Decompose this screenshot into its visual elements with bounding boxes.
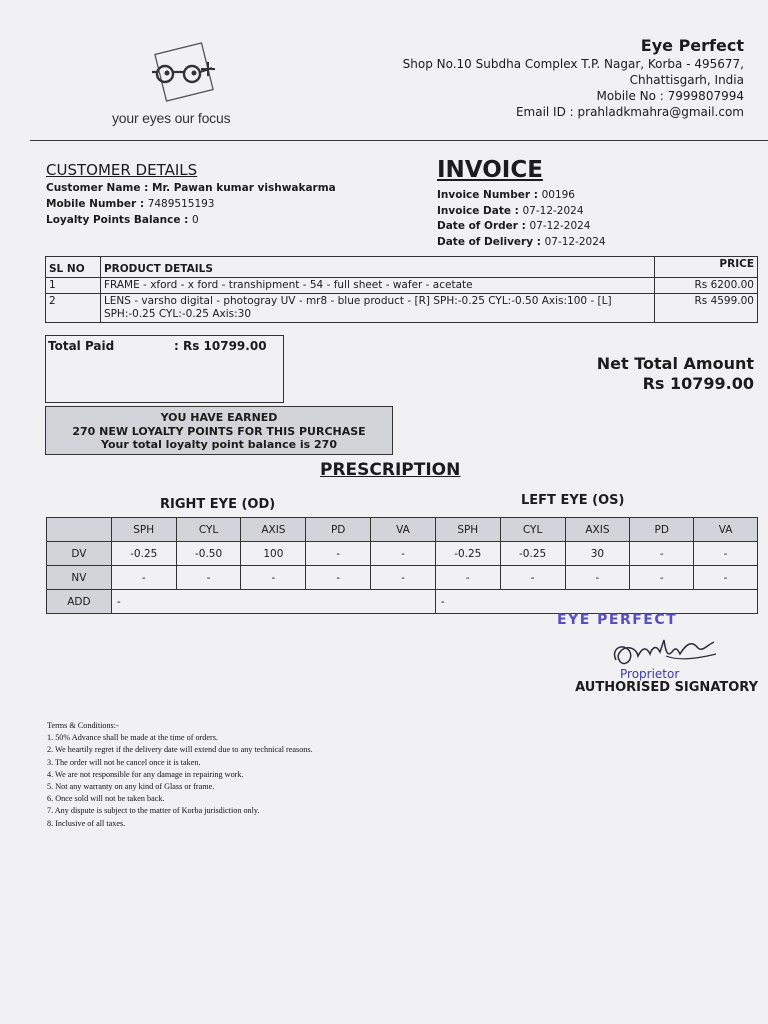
col-header: VA	[694, 518, 758, 542]
shop-email	[403, 104, 744, 120]
rx-cell: -	[241, 566, 306, 590]
customer-mobile-label: Mobile Number :	[46, 198, 148, 210]
loyalty-line3: Your total loyalty point balance is 270	[100, 438, 337, 451]
add-right-cell: -	[111, 590, 435, 614]
delivery-date-value: 07-12-2024	[544, 236, 606, 248]
invoice-title: INVOICE	[437, 157, 543, 183]
rx-cell: 30	[565, 542, 630, 566]
price-header: PRICE	[655, 257, 758, 278]
invoice-number-value: 00196	[541, 189, 575, 201]
table-row	[46, 278, 758, 294]
invoice-number-label: Invoice Number :	[437, 189, 542, 201]
shop-email-value: prahladkmahra@gmail.com	[577, 105, 744, 119]
rx-cell: -	[371, 566, 436, 590]
rx-cell: -	[176, 566, 241, 590]
rx-cell: -	[565, 566, 630, 590]
loyalty-line1: YOU HAVE EARNED	[160, 411, 278, 424]
loyalty-banner	[45, 406, 393, 455]
shop-mobile-value: 7999807994	[667, 89, 744, 103]
prescription-title: PRESCRIPTION	[320, 460, 461, 480]
rx-cell: -0.50	[176, 542, 241, 566]
row-label-nv: NV	[47, 566, 112, 590]
customer-name-value: Mr. Pawan kumar vishwakarma	[152, 182, 336, 194]
rx-cell: -	[435, 566, 500, 590]
rx-cell: -	[500, 566, 565, 590]
customer-loyalty-value: 0	[191, 214, 199, 226]
terms-item: 7. Any dispute is subject to the matter of Korba jurisdiction only.	[47, 806, 260, 816]
customer-mobile-value: 7489515193	[147, 198, 215, 210]
row-price: Rs 6200.00	[655, 278, 758, 294]
add-left-cell: -	[435, 590, 757, 614]
rx-cell: -	[306, 566, 371, 590]
header-divider	[30, 140, 768, 141]
customer-name-label: Customer Name :	[46, 182, 153, 194]
shop-address-line1: Shop No.10 Subdha Complex T.P. Nagar, Korba - 495677,	[402, 57, 744, 71]
shop-email-label: Email ID :	[515, 105, 578, 119]
shop-mobile	[403, 88, 744, 104]
net-total-label: Net Total Amount	[596, 354, 754, 373]
row-label-dv: DV	[47, 542, 112, 566]
shop-mobile-label: Mobile No :	[596, 89, 668, 103]
row-sl: 2	[46, 294, 101, 323]
left-eye-heading: LEFT EYE (OS)	[521, 493, 625, 508]
rx-cell: -	[111, 566, 176, 590]
rx-cell: -	[694, 566, 758, 590]
rx-cell: -	[694, 542, 758, 566]
shop-stamp: EYE PERFECT	[557, 612, 678, 628]
row-price: Rs 4599.00	[655, 294, 758, 323]
terms-heading: Terms & Conditions:-	[47, 721, 119, 730]
delivery-date	[437, 236, 606, 248]
invoice-date	[437, 205, 584, 217]
total-paid-label: Total Paid	[48, 339, 115, 353]
right-eye-heading: RIGHT EYE (OD)	[160, 497, 276, 512]
rx-cell: -0.25	[111, 542, 176, 566]
terms-item: 5. Not any warranty on any kind of Glass or frame.	[47, 782, 215, 792]
order-date-label: Date of Order :	[437, 220, 530, 232]
terms-item: 2. We heartily regret if the delivery date will extend due to any technical reasons.	[47, 745, 313, 755]
shop-tagline: your eyes our focus	[112, 110, 231, 126]
customer-loyalty-label: Loyalty Points Balance :	[46, 214, 192, 226]
net-total-value: Rs 10799.00	[642, 374, 754, 393]
rx-cell: -	[630, 566, 694, 590]
order-date-value: 07-12-2024	[529, 220, 591, 232]
proprietor-label: Proprietor	[620, 667, 680, 681]
sl-no-header: SL NO	[46, 257, 101, 278]
authorised-signatory: AUTHORISED SIGNATORY	[575, 680, 758, 695]
rx-cell: -	[371, 542, 436, 566]
net-total	[597, 354, 754, 394]
invoice-date-label: Invoice Date :	[437, 205, 523, 217]
prescription-table	[46, 517, 758, 614]
invoice-date-value: 07-12-2024	[522, 205, 584, 217]
terms-item: 8. Inclusive of all taxes.	[47, 818, 126, 828]
product-details-header: PRODUCT DETAILS	[100, 257, 654, 278]
shop-info	[403, 36, 744, 120]
rx-cell: -	[630, 542, 694, 566]
shop-name: Eye Perfect	[640, 36, 744, 55]
rx-cell: 100	[241, 542, 306, 566]
invoice-number	[437, 189, 575, 201]
col-header: SPH	[111, 518, 176, 542]
loyalty-line2: 270 NEW LOYALTY POINTS FOR THIS PURCHASE	[72, 424, 366, 438]
row-details: LENS - varsho digital - photogray UV - mr8 - blue product - [R] SPH:-0.25 CYL:-0.50 Axis:100 - [L] SPH:-0.25 CYL:-0.25 Axis:30	[100, 294, 654, 323]
col-header: VA	[371, 518, 436, 542]
col-header: AXIS	[565, 518, 630, 542]
col-header: PD	[630, 518, 694, 542]
terms-item: 1. 50% Advance shall be made at the time of orders.	[47, 733, 218, 743]
total-paid-value: : Rs 10799.00	[174, 339, 267, 353]
table-row	[47, 566, 758, 590]
row-sl: 1	[46, 278, 101, 294]
col-header: AXIS	[241, 518, 306, 542]
table-row	[47, 590, 758, 614]
corner-cell	[47, 518, 112, 542]
terms-item: 3. The order will not be cancel once it is taken.	[47, 757, 201, 767]
table-row	[47, 542, 758, 566]
row-label-add: ADD	[47, 590, 112, 614]
row-details: FRAME - xford - x ford - transhipment - 54 - full sheet - wafer - acetate	[100, 278, 654, 294]
shop-address-line2: Chhattisgarh, India	[629, 73, 744, 87]
prescription-header-row	[47, 518, 758, 542]
delivery-date-label: Date of Delivery :	[437, 236, 545, 248]
customer-loyalty	[46, 213, 199, 228]
rx-cell: -	[306, 542, 371, 566]
order-date	[437, 220, 591, 232]
products-table	[45, 256, 758, 323]
col-header: PD	[306, 518, 371, 542]
col-header: SPH	[435, 518, 500, 542]
table-row	[46, 294, 758, 323]
terms-and-conditions	[47, 720, 313, 830]
eyeglasses-logo-icon	[112, 40, 247, 110]
customer-name	[46, 181, 336, 196]
customer-mobile	[46, 197, 215, 212]
rx-cell: -0.25	[500, 542, 565, 566]
col-header: CYL	[176, 518, 241, 542]
terms-item: 4. We are not responsible for any damage in repairing work.	[47, 769, 244, 779]
col-header: CYL	[500, 518, 565, 542]
customer-details-title: CUSTOMER DETAILS	[46, 161, 198, 179]
terms-item: 6. Once sold will not be taken back.	[47, 794, 165, 804]
rx-cell: -0.25	[435, 542, 500, 566]
products-header-row	[46, 257, 758, 278]
